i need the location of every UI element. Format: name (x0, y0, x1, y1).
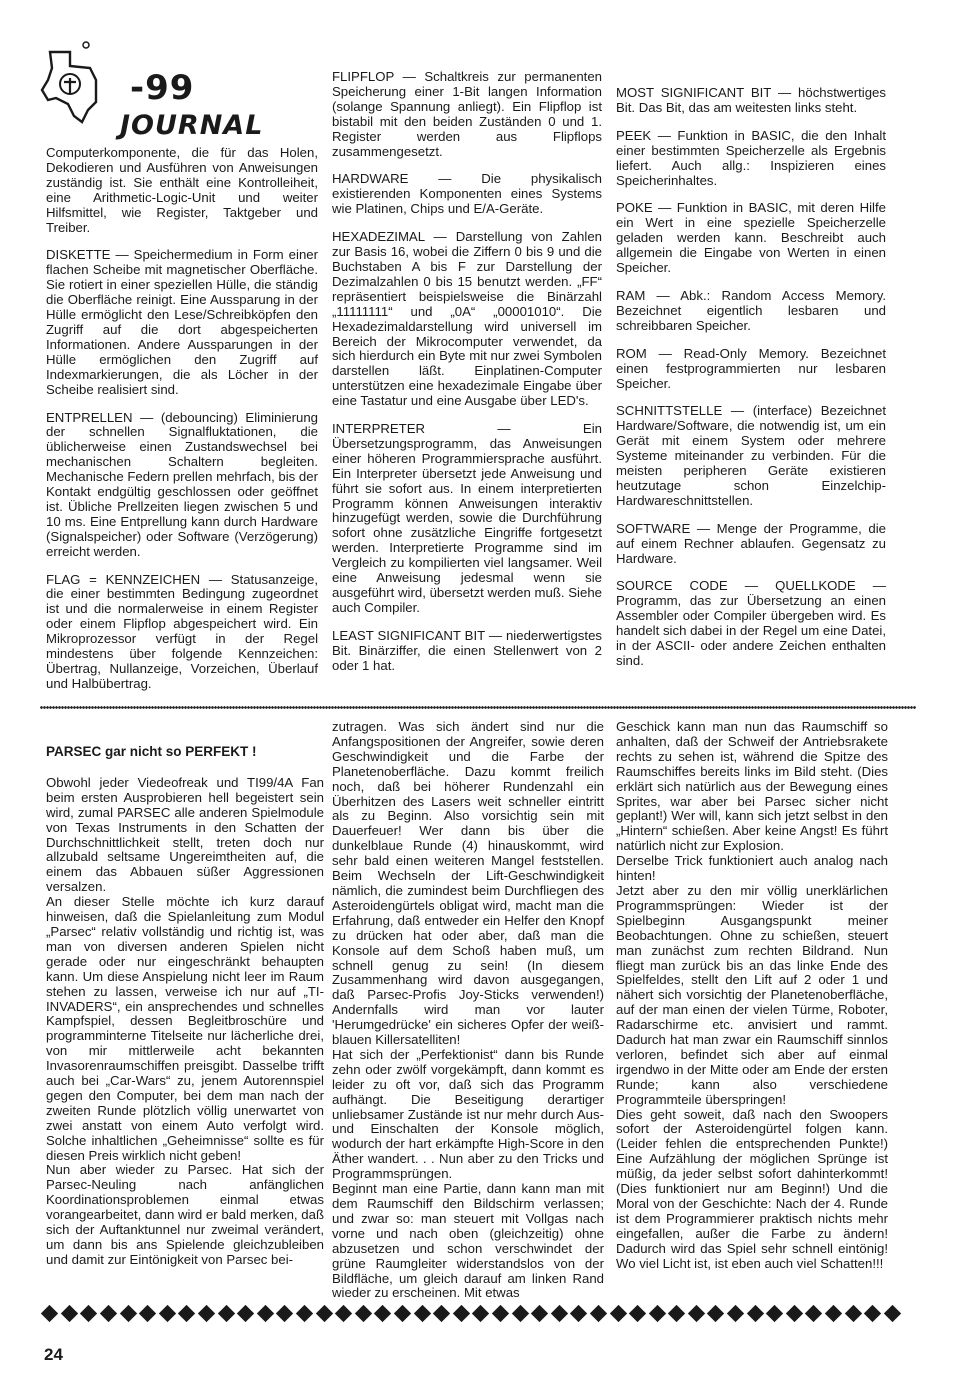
article-paragraph: Jetzt aber zu den mir völlig unerklärlichen Programmsprüngen: Wieder ist der Spielbeginn Ausgangspunkt meiner Beobachtungen. Ohne zu schießen, steuert man zunächst zum rechten Bildrand. Nun fliegt man zurück bis an das linke Ende des Spielfeldes, stellt den Lift auf 2 oder 1 und nähert sich vorsichtig der Planetenoberfläche, auf der man einen der vielen Türme, Roboter, Radarschirme etc. anvisiert und rammt. Dadurch hat man zwar ein Raumschiff sinnlos verloren, befindet sich aber auf einmal irgendwo in der Mitte oder am Ende der ersten Runde; kann also verschiedene Programmteile überspringen! (616, 882, 888, 1107)
dotted-divider (40, 705, 916, 710)
glossary-entry: SOURCE CODE — QUELLKODE — Programm, das zur Übersetzung an einen Assembler oder Compiler übergeben wird. Es handelt sich dabei in der Regel um eine Datei, in der ASCII- oder andere Zeichen enthalten sind. (616, 578, 886, 668)
article-column-3 (616, 720, 888, 1272)
article-paragraph: Nun aber wieder zu Parsec. Hat sich der Parsec-Neuling nach anfänglichen Koordinationsproblemen einmal etwas vorangearbeitet, dann wird er bald merken, daß sich der Auftanktunnel nur zweimal verändert, um dann bis ans Spielende gleichzubleiben und damit zur Eintönigkeit von Parsec bei- (46, 1162, 324, 1267)
glossary-entry: Computerkomponente, die für das Holen, Dekodieren und Ausführen von Anweisungen zuständig ist. Sie enthält eine Kontrolleiheit, eine Arithmetic-Logic-Unit und weiter Hilfsmittel, wie Register, Taktgeber und Treiber. (46, 145, 318, 235)
logo-number: -99 (130, 68, 195, 108)
glossary-entry: POKE — Funktion in BASIC, mit deren Hilfe ein Wert in eine spezielle Speicherzelle geladen werden kann. Beschreibt auch allgemein die Eingabe von Werten in einen Speicher. (616, 200, 886, 276)
diamond-ornament-icon (257, 1305, 274, 1322)
diamond-ornament-icon (649, 1305, 666, 1322)
diamond-ornament-icon (825, 1305, 842, 1322)
article-title: PARSEC gar nicht so PERFEKT ! (46, 744, 257, 759)
glossary-entry: ENTPRELLEN — (debouncing) Eliminierung der schnellen Signalfluktationen, die üblicherweise einen Zustandswechsel bei mechanischen Schaltern begleiten. Mechanische Federn prellen mehrfach, bis der Kontakt endgültig geschlossen oder geöffnet ist. Übliche Prellzeiten liegen zwischen 5 und 10 ms. Eine Entprellung kann durch Hardware (Signalspeicher) oder Software (Verzögerung) erreicht werden. (46, 409, 318, 559)
glossary-entry: HARDWARE — Die physikalisch existierenden Komponenten eines Systems wie Platinen, Chips und E/A-Geräte. (332, 171, 602, 217)
glossary-entry: FLAG = KENNZEICHEN — Statusanzeige, die einer bestimmten Bedingung zugeordnet ist und die normalerweise in einem Register oder einem Flipflop abgespeichert wird. Ein Mikroprozessor verfügt in der Regel mindestens über folgende Kennzeichen: Übertrag, Nullanzeige, Vorzeichen, Überlauf und Halbübertrag. (46, 571, 318, 691)
diamond-ornament-icon (315, 1305, 332, 1322)
diamond-ornament-icon (335, 1305, 352, 1322)
article-paragraph: An dieser Stelle möchte ich kurz darauf hinweisen, daß die Spielanleitung zum Modul „Parsec“ relativ vollständig und richtig ist, was man von diversen anderen Spielen nicht gerade oder nur eingeschränkt behaupten kann. Um diese Anspielung nicht leer im Raum stehen zu lassen, verweise ich nur auf „TI-INVADERS“, ein ansprechendes und schnelles Kampfspiel, dessen Begleitbroschüre und programminterne Titelseite nur lächerliche drei, von mir mittlerweile acht bekannten Invasorenraumschiffen preisgibt. Dasselbe trifft auch bei „Car-Wars“ zu, jenem Autorennspiel gegen den Computer, bei dem man nach der zweiten Runde plötzlich völlig unerwartet von zwei anstatt von einem Auto verfolgt wird. Solche inhaltlichen „Geheimnisse“ sollte es für diesen Preis wirklich nicht geben! (46, 894, 324, 1163)
diamond-ornament-icon (844, 1305, 861, 1322)
article-paragraph: Dies geht soweit, daß nach den Swoopers sofort der Asteroidengürtel folgen kann. (Leider fehlen die entsprechenden Punkte!) Eine Aufzählung der möglichen Sprünge ist müßig, da jeder selbst sofort dahinterkommt! (Dies funktioniert nur am Beginn!) Und die Moral von der Geschichte: Nach der 4. Runde ist dem Programmierer praktisch nichts mehr eingefallen, außer die Farbe zu ändern! Dadurch wird das Spiel sehr schnell eintönig! Wo viel Licht ist, ist eben auch viel Schatten!!! (616, 1106, 888, 1271)
diamond-ornament-icon (472, 1305, 489, 1322)
diamond-ornament-icon (668, 1305, 685, 1322)
diamond-ornament-icon (61, 1305, 78, 1322)
diamond-ornament-icon (707, 1305, 724, 1322)
diamond-ornament-icon (551, 1305, 568, 1322)
diamond-ornament-icon (688, 1305, 705, 1322)
glossary-entry: SCHNITTSTELLE — (interface) Bezeichnet Hardware/Software, die notwendig ist, um ein Gerät mit einem System oder mehrere Systeme miteinander zu verbinden. Für die meisten peripheren Geräte existieren heutzutage schon Einzelchip-Hardwareschnittstellen. (616, 403, 886, 508)
diamond-ornament-icon (374, 1305, 391, 1322)
diamond-ornament-icon (355, 1305, 372, 1322)
diamond-ornament-icon (531, 1305, 548, 1322)
article-paragraph: Beginnt man eine Partie, dann kann man mit dem Raumschiff den Bildschirm verlassen; und zwar so: man steuert mit Vollgas nach vorne und nach oben (gleichzeitig) ohne abzusetzen und schon verschwindet der grüne Raumgleiter widerstandslos von der Bildfläche, um gleich darauf am linken Rand wieder zu erscheinen. Mit etwas (332, 1181, 604, 1301)
glossary-entry: PEEK — Funktion in BASIC, die den Inhalt einer bestimmten Speicherzelle als Ergebnis liefert. Auch allg.: Inspizieren eines Speicherinhaltes. (616, 127, 886, 188)
glossary-entry: MOST SIGNIFICANT BIT — höchstwertiges Bit. Das Bit, das am weitesten links steht. (616, 85, 886, 115)
article-paragraph: Geschick kann man nun das Raumschiff so anhalten, daß der Schweif der Antriebsrakete rechts zu sehen ist, während die Spitze des Raumschiffes bereits links im Bild steht. (Dies erklärt sich natürlich aus der Bewegung eines Sprites, war aber bei Parsec sicher nicht geplant!) Wer will, kann sich jetzt selbst in den „Hintern“ schießen. Aber keine Angst! Es führt natürlich nicht zur Explosion. (616, 719, 888, 854)
diamond-ornament-icon (433, 1305, 450, 1322)
glossary-column-3 (616, 86, 886, 682)
glossary-entry: HEXADEZIMAL — Darstellung von Zahlen zur Basis 16, wobei die Ziffern 0 bis 9 und die Buchstaben A bis F zur Darstellung der Dezimalzahlen 0 bis 15 benutzt werden. „FF“ repräsentiert beispielsweise die Binärzahl „11111111“ und „0A“ „00001010“. Die Hexadezimaldarstellung wird universell im Bereich der Mikrocomputer verwendet, da sich hierdurch ein Byte mit nur zwei Symbolen darstellen läßt. Einplatinen-Computer unterstützen eine hexadezimale Eingabe über eine Tastatur und eine Ausgabe über LED's. (332, 229, 602, 409)
diamond-ornament-icon (590, 1305, 607, 1322)
diamond-ornament-icon (41, 1305, 58, 1322)
diamond-ornament-icon (394, 1305, 411, 1322)
diamond-ornament-icon (747, 1305, 764, 1322)
logo-word: JOURNAL (120, 110, 264, 141)
diamond-ornament-icon (217, 1305, 234, 1322)
diamond-ornament-icon (786, 1305, 803, 1322)
diamond-ornament-icon (198, 1305, 215, 1322)
glossary-entry: SOFTWARE — Menge der Programme, die auf einem Rechner ablaufen. Gegensatz zu Hardware. (616, 520, 886, 566)
diamond-ornament-icon (511, 1305, 528, 1322)
journal-logo (30, 38, 264, 143)
diamond-ornament-icon (139, 1305, 156, 1322)
glossary-entry: FLIPFLOP — Schaltkreis zur permanenten Speicherung einer 1-Bit langen Information (solange Spannung anliegt). Ein Flipflop ist bistabil mit den beiden Zuständen 0 und 1. Register werden aus Flipflops zusammengesetzt. (332, 69, 602, 159)
diamond-ornament-icon (766, 1305, 783, 1322)
article-paragraph: Derselbe Trick funktioniert auch analog nach hinten! (616, 853, 888, 884)
diamond-ornament-icon (805, 1305, 822, 1322)
article-paragraph: zutragen. Was sich ändert sind nur die Anfangspositionen der Angreifer, sowie deren Geschwindigkeit und die Farbe der Planetenoberfläche. Dazu kommt freilich noch, daß bei höherer Rundenzahl ein Überhitzen des Lasers weit schneller eintritt als zu Beginn. Also vorsichtig sein mit Dauerfeuer! Wer dann bis über die dunkelblaue Runde (4) hinauskommt, wird sehr bald einen weiteren Mangel feststellen. Beim Wechseln der Lift-Geschwindigkeit nämlich, die zumindest beim Durchfliegen des Asteroidengürtels obligat wird, macht man die Erfahrung, daß entweder ein Helfer den Knopf zu drücken hat oder aber, daß man die Konsole auf dem Schoß haben muß, um schnell genug zu sein! (In diesem Zusammenhang wird davon ausgegangen, daß Parsec-Profis Joy-Sticks verwenden!) Andernfalls wird man vor lauter 'Herumgedrücke' ein sicheres Opfer der weiß-blauen Killersatelliten! (332, 719, 604, 1048)
diamond-ornament-icon (453, 1305, 470, 1322)
glossary-column-2 (332, 70, 602, 687)
diamond-ornament-icon (120, 1305, 137, 1322)
diamond-ornament-icon (100, 1305, 117, 1322)
glossary-entry: RAM — Abk.: Random Access Memory. Bezeichnet eigentlich lesbaren und schreibbaren Speicher. (616, 287, 886, 333)
article-column-2 (332, 720, 604, 1301)
glossary-entry: INTERPRETER — Ein Übersetzungsprogramm, das Anweisungen einer höheren Programmiersprache ausführt. Ein Interpreter übersetzt jede Anweisung und führt sie sofort aus. In einem interpretierten Programm können Anweisungen interaktiv hinzugefügt werden, sowie die Durchführung sofort ohne zusätzliche Eingriffe fortgesetzt werden. Interpretierte Programme sind im Vergleich zu kompilierten viel langsamer. Weil eine Anweisung jedesmal wenn sie ausgeführt wird, übersetzt werden muß. Siehe auch Compiler. (332, 421, 602, 615)
glossary-column-1 (46, 146, 318, 705)
article-paragraph: Obwohl jeder Viedeofreak und TI99/4A Fan beim ersten Ausprobieren hell begeistert sein wird, zumal PARSEC alle anderen Spielmodule von Texas Instruments in den Schatten der Durchschnittlichkeit stellt, treten doch nur allzubald seltsame Ungereimtheiten auf, die einem das Abbauen süßer Aggressionen versalzen. (46, 774, 324, 895)
diamond-ornament-icon (609, 1305, 626, 1322)
article-paragraph: Hat sich der „Perfektionist“ dann bis Runde zehn oder zwölf vorgekämpft, dann kommt es leider zu oft vor, daß sich das Programm aufhängt. Die Beseitigung derartiger unliebsamer Zustände ist nur mehr durch Aus- und Einschalten der Konsole möglich, wodurch der hart erkämpfte High-Score in den Äther wandert. . . Nun aber zu den Tricks und Programmsprüngen. (332, 1046, 604, 1182)
glossary-entry: ROM — Read-Only Memory. Bezeichnet einen festprogrammierten nur lesbaren Speicher. (616, 345, 886, 391)
glossary-entry: DISKETTE — Speichermedium in Form einer flachen Scheibe mit magnetischer Oberfläche. Sie rotiert in einer speziellen Hülle, die ständig die Oberfläche reinigt. Eine Aussparung in der Hülle ermöglicht den Lese/Schreibköpfen den Zugriff auf die dort abgespeicherten Informationen. Andere Aussparungen in der Hülle ermöglichen den Zugriff auf Indexmarkierungen, die als Löcher in der Scheibe realisiert sind. (46, 247, 318, 397)
glossary-entry: LEAST SIGNIFICANT BIT — niederwertigstes Bit. Binärziffer, die einen Stellenwert von 2 oder 1 hat. (332, 627, 602, 673)
diamond-ornament-icon (629, 1305, 646, 1322)
diamond-ornament-icon (80, 1305, 97, 1322)
diamond-ornament-icon (413, 1305, 430, 1322)
article-column-1 (46, 745, 324, 1268)
diamond-ornament-icon (296, 1305, 313, 1322)
diamond-ornament-icon (864, 1305, 881, 1322)
diamond-ornament-icon (727, 1305, 744, 1322)
diamond-ornament-icon (237, 1305, 254, 1322)
page-number: 24 (44, 1345, 63, 1364)
diamond-ornament-icon (492, 1305, 509, 1322)
diamond-border (40, 1305, 916, 1327)
diamond-ornament-icon (178, 1305, 195, 1322)
diamond-ornament-icon (159, 1305, 176, 1322)
diamond-ornament-icon (884, 1305, 901, 1322)
diamond-ornament-icon (570, 1305, 587, 1322)
diamond-ornament-icon (276, 1305, 293, 1322)
